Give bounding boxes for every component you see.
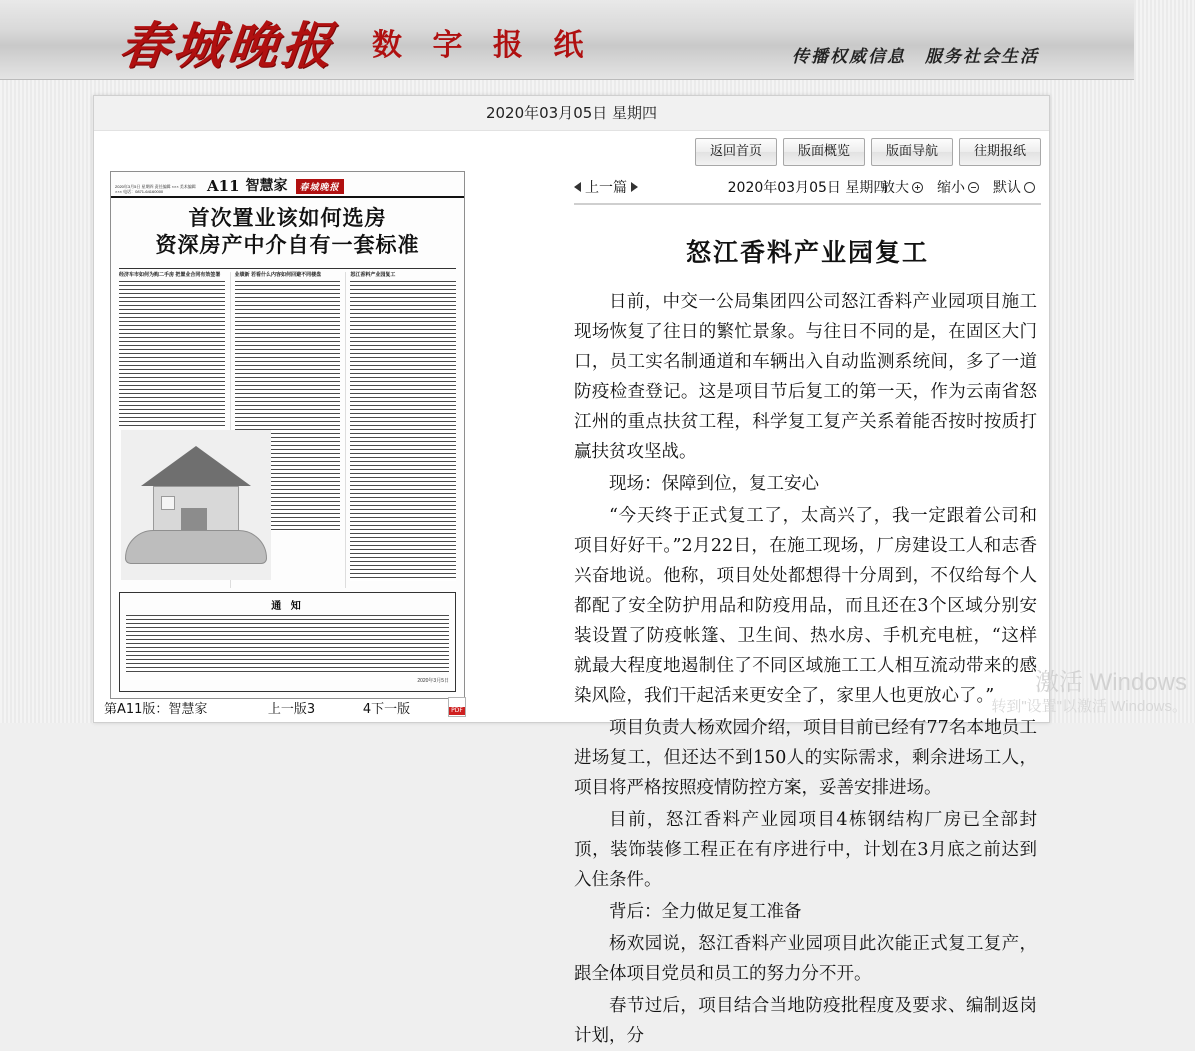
masthead-banner bbox=[0, 0, 1134, 80]
chevron-right-icon bbox=[631, 182, 638, 192]
zoom-default-button[interactable] bbox=[993, 177, 1035, 197]
page-column-head: 怒江香料产业园复工 bbox=[350, 272, 396, 278]
notice-title: 通 知 bbox=[271, 601, 304, 612]
newspaper-logo: 春城晚报 bbox=[116, 16, 339, 75]
zoom-out-icon bbox=[968, 182, 979, 193]
zoom-out-button[interactable] bbox=[937, 177, 979, 197]
article-paragraph: “今天终于正式复工了，太高兴了，我一定跟着公司和项目好好干。”2月22日，在施工现场，厂房建设工人和志香兴奋地说。他称，项目处处都想得十分周到，不仅给每个人都配了安全防护用品和防疫用品，而且还在3个区域分别安装设置了防疫帐篷、卫生间、热水房、手机充电桩，“这样就最大程度地遏制住了不同区域施工工人相互流动带来的感染风险，我们干起活来更安全了，家里人也更放心了。” bbox=[574, 506, 1037, 706]
masthead-subtitle: 数 字 报 纸 bbox=[372, 28, 594, 63]
circle-icon bbox=[1024, 182, 1035, 193]
watermark-line2: 转到"设置"以激活 Windows。 bbox=[991, 698, 1187, 715]
home-button[interactable]: 返回首页 bbox=[695, 138, 777, 166]
hand-shape bbox=[125, 530, 267, 564]
nav-button-group bbox=[695, 132, 1041, 172]
page-column-head: 经济车市如何为购二手房 把置业合同有效签署 bbox=[119, 272, 221, 278]
page-image-masthead-meta: 2020年3月5日 星期四 责任编辑 ××× 美术编辑 ××× 电话：0871-64160000 bbox=[115, 184, 196, 194]
article-title: 怒江香料产业园复工 bbox=[685, 238, 929, 267]
article-paragraph: 现场：保障到位，复工安心 bbox=[609, 474, 819, 494]
article-paragraph: 杨欢园说，怒江香料产业园项目此次能正式复工复产，跟全体项目党员和员工的努力分不开。 bbox=[574, 934, 1037, 984]
page-column-text bbox=[350, 281, 456, 581]
article-paragraph: 春节过后，项目结合当地防疫批程度及要求、编制返岗计划，分 bbox=[574, 996, 1037, 1046]
article-paragraph: 项目负责人杨欢园介绍，项目目前已经有77名本地员工进场复工，但还达不到150人的实际需求，剩余进场工人，项目将严格按照疫情防控方案，妥善安排进场。 bbox=[574, 718, 1037, 798]
zoom-in-button[interactable] bbox=[881, 177, 923, 197]
pdf-icon[interactable] bbox=[448, 697, 466, 717]
chevron-left-icon bbox=[574, 182, 581, 192]
page-overview-button[interactable]: 版面概览 bbox=[783, 138, 865, 166]
page-column-text bbox=[119, 281, 225, 429]
article-paragraph: 日前，中交一公局集团四公司怒江香料产业园项目施工现场恢复了往日的繁忙景象。与往日不同的是，在固区大门口，员工实名制通道和车辆出入自动监测系统间，多了一道防疫检查登记。这是项目节后复工的第一天，作为云南省怒江州的重点扶贫工程，科学复工复产关系着能否按时按质打赢扶贫攻坚战。 bbox=[574, 292, 1037, 462]
page-column bbox=[345, 272, 456, 588]
page-headline bbox=[119, 204, 456, 258]
house-illustration bbox=[121, 430, 271, 580]
notice-box bbox=[119, 592, 456, 692]
headline-rule bbox=[119, 268, 456, 269]
article-paragraph: 目前，怒江香料产业园项目4栋钢结构厂房已全部封顶，装饰装修工程正在有序进行中，计划在3月底之前达到入住条件。 bbox=[574, 810, 1037, 890]
zoom-out-label: 缩小 bbox=[937, 180, 965, 196]
notice-body bbox=[126, 615, 449, 673]
page-nav-button[interactable]: 版面导航 bbox=[871, 138, 953, 166]
article-paragraph: 背后：全力做足复工准备 bbox=[609, 902, 802, 922]
page-headline-line1: 首次置业该如何选房 bbox=[188, 205, 387, 230]
zoom-default-label: 默认 bbox=[993, 180, 1021, 196]
zoom-in-label: 放大 bbox=[881, 180, 909, 196]
article-pane bbox=[574, 171, 1041, 1046]
house-roof-shape bbox=[141, 446, 251, 486]
newspaper-page-image[interactable] bbox=[110, 171, 465, 699]
paper-sheet bbox=[93, 95, 1050, 1046]
house-window-shape bbox=[161, 496, 175, 510]
article-date: 2020年03月05日 星期四 bbox=[727, 180, 888, 196]
page-preview-pane bbox=[104, 171, 564, 711]
prev-article-button[interactable] bbox=[574, 177, 638, 197]
zoom-in-icon bbox=[912, 182, 923, 193]
page-number-label: A11 bbox=[207, 177, 240, 195]
page-image-header bbox=[111, 172, 464, 198]
archive-button[interactable]: 往期报纸 bbox=[959, 138, 1041, 166]
page-section-label: 智慧家 bbox=[245, 178, 288, 194]
prev-article-label: 上一篇 bbox=[585, 180, 627, 196]
notice-date: 2020年3月5日 bbox=[417, 678, 449, 684]
page-headline-line2: 资深房产中介自有一套标准 bbox=[155, 232, 420, 257]
prev-page-link[interactable]: 上一版3 bbox=[267, 701, 316, 717]
page-column-head: 业绩新 若看什么内容如何回避不同楼盘 bbox=[234, 272, 322, 278]
date-bar: 2020年03月05日 星期四 bbox=[94, 96, 1049, 131]
article-body bbox=[574, 287, 1041, 1051]
watermark-line1: 激活 Windows bbox=[1034, 669, 1187, 696]
next-page-link[interactable]: 4下一版 bbox=[362, 701, 411, 717]
zoom-controls bbox=[881, 177, 1035, 197]
article-toolbar bbox=[574, 171, 1041, 205]
mini-logo: 春城晚报 bbox=[296, 179, 344, 194]
masthead-slogan: 传播权威信息 服务社会生活 bbox=[792, 47, 1039, 67]
page-footer bbox=[104, 697, 574, 717]
current-page-label: 第A11版：智慧家 bbox=[104, 701, 208, 717]
